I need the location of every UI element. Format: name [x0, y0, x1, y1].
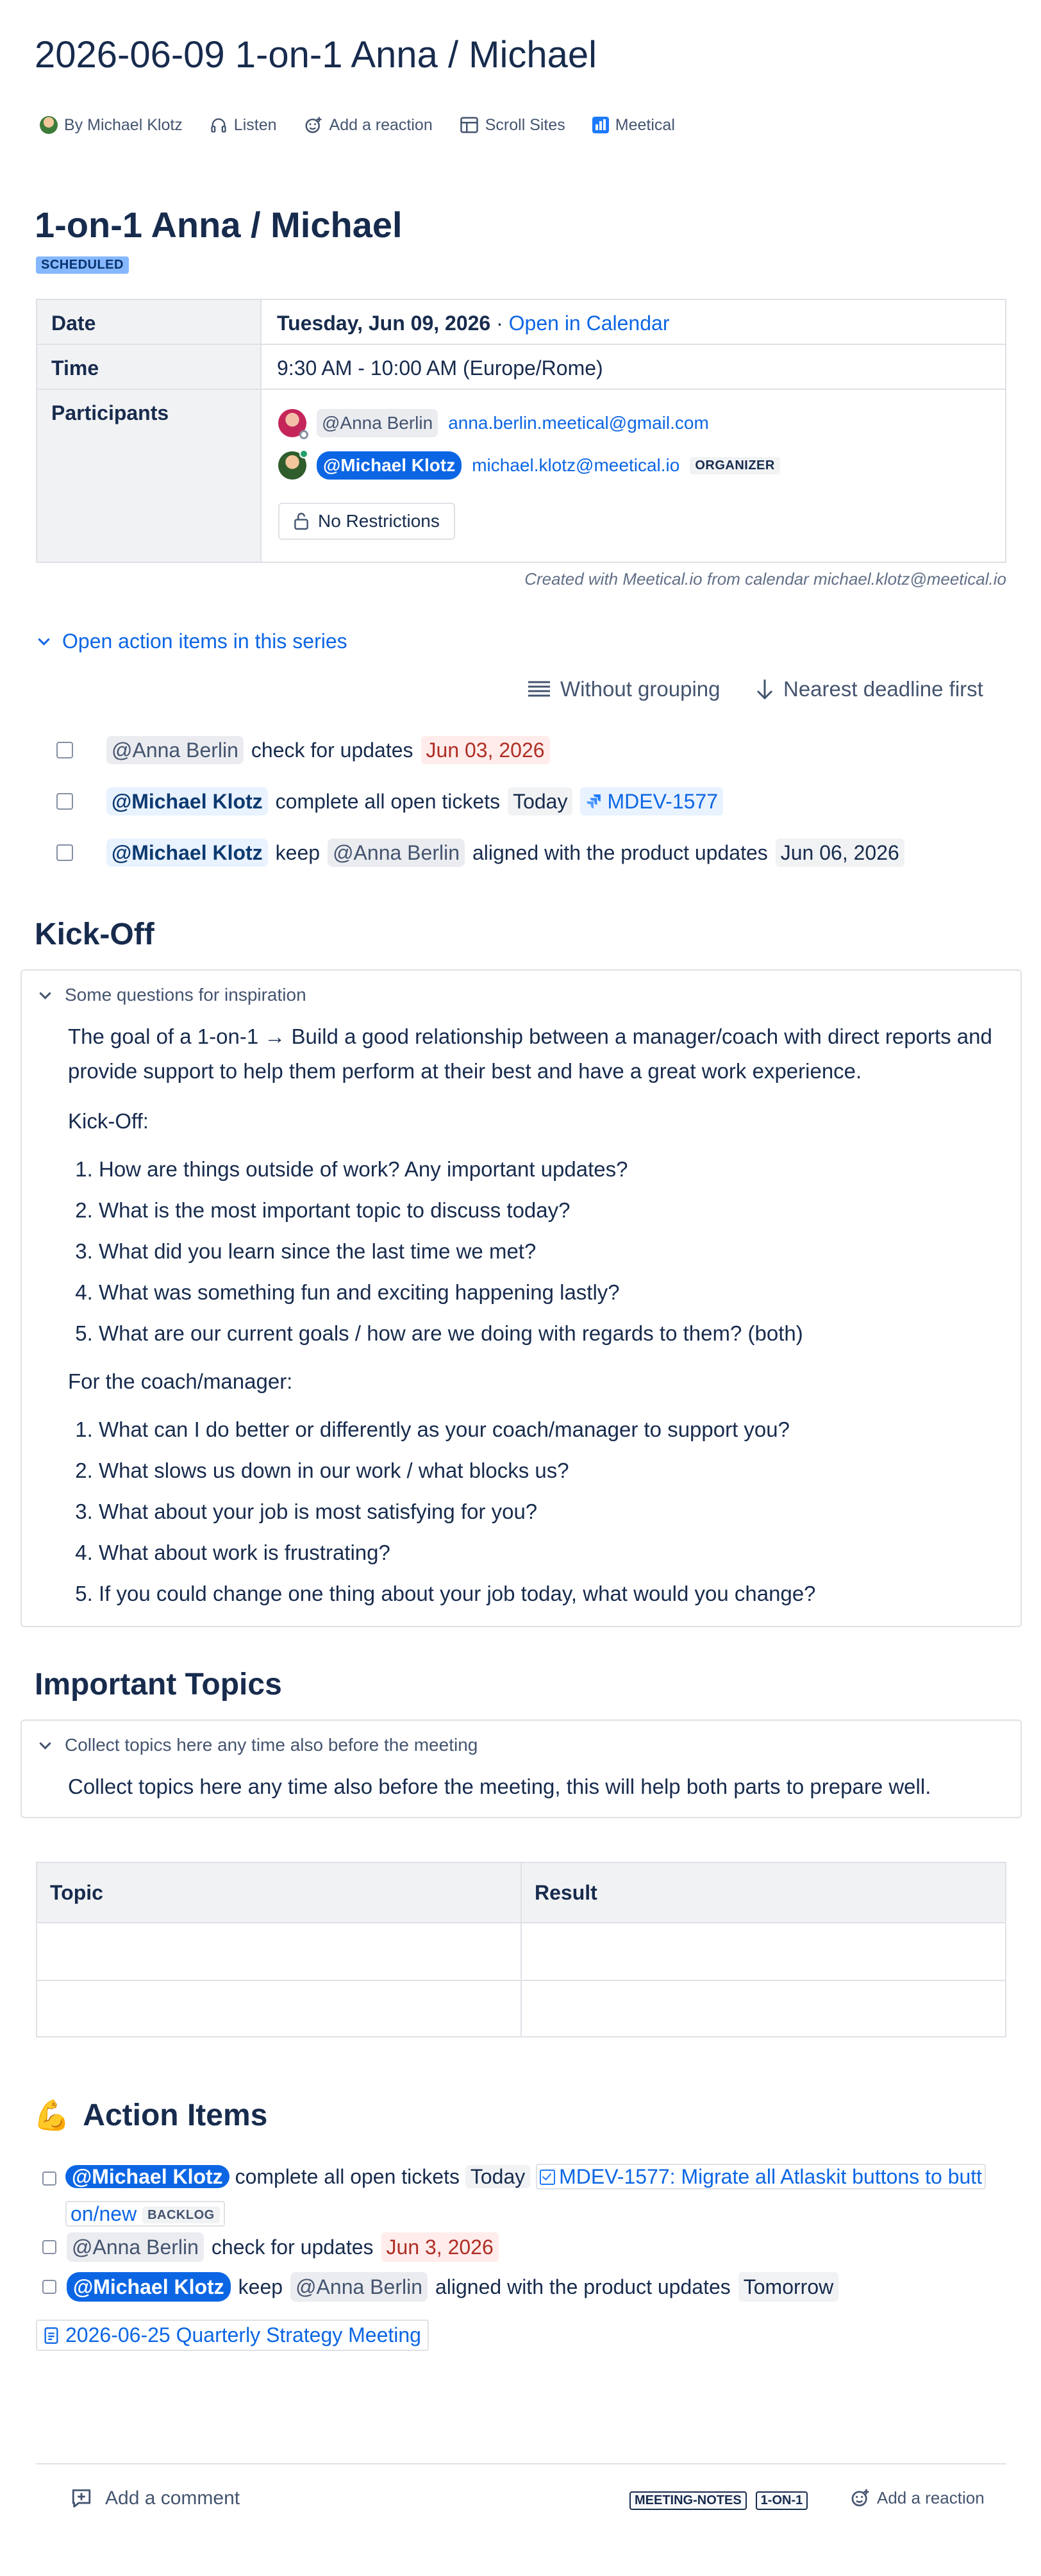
created-note: Created with Meetical.io from calendar michael.klotz@meetical.io — [524, 569, 1006, 589]
action-item — [42, 2158, 1017, 2234]
task-text: complete all open tickets — [275, 790, 501, 813]
participant-row — [278, 409, 709, 437]
avatar — [278, 409, 306, 437]
add-reaction-icon[interactable] — [304, 115, 323, 135]
footer-add-reaction-button[interactable] — [850, 2488, 985, 2508]
footer-divider — [36, 2463, 1006, 2464]
task-text: complete all open tickets — [235, 2165, 460, 2188]
task-checkbox[interactable] — [42, 2280, 56, 2294]
unlock-icon — [294, 512, 309, 531]
sort-label: Nearest deadline first — [783, 677, 983, 701]
author-name[interactable]: By Michael Klotz — [64, 115, 183, 134]
topics-table — [36, 1862, 1006, 2037]
add-comment-button[interactable] — [71, 2488, 240, 2509]
restrictions-button[interactable] — [278, 503, 455, 540]
coach-questions — [68, 1409, 997, 1614]
list-item: 1. How are things outside of work? Any important updates? — [99, 1149, 997, 1190]
date-label: Date — [37, 299, 261, 344]
grouping-label: Without grouping — [560, 677, 720, 701]
kickoff-heading: Kick-Off — [35, 917, 154, 951]
action-items-heading — [33, 2098, 267, 2133]
participants-label: Participants — [37, 389, 261, 562]
label-tag[interactable]: MEETING-NOTES — [629, 2491, 747, 2510]
task-checkbox[interactable] — [42, 2171, 56, 2186]
checkbox-icon — [540, 2170, 555, 2185]
topics-expand — [21, 1719, 1022, 1818]
label-tag[interactable]: 1-ON-1 — [756, 2491, 808, 2510]
meeting-details-table — [36, 299, 1006, 563]
expand-title: Some questions for inspiration — [65, 985, 306, 1005]
expand-content: Collect topics here any time also before the meeting, this will help both parts to prepare well. — [68, 1775, 931, 1798]
scroll-sites-button[interactable]: Scroll Sites — [485, 115, 565, 134]
meetical-button[interactable]: Meetical — [615, 115, 675, 134]
list-icon — [527, 680, 551, 699]
list-item: 4. What about work is frustrating? — [99, 1532, 997, 1573]
participant-email[interactable]: anna.berlin.meetical@gmail.com — [448, 413, 709, 433]
due-date[interactable]: Jun 06, 2026 — [776, 839, 904, 867]
jira-ticket-link[interactable] — [580, 787, 723, 815]
add-reaction-icon — [850, 2488, 870, 2508]
table-cell[interactable] — [521, 1923, 1006, 1980]
mention[interactable]: @Anna Berlin — [106, 736, 244, 764]
linked-page-title: 2026-06-25 Quarterly Strategy Meeting — [65, 2323, 421, 2346]
expand-title: Collect topics here any time also before the meeting — [65, 1735, 478, 1755]
mention[interactable]: @Michael Klotz — [106, 787, 268, 815]
list-item: 5. What are our current goals / how are we doing with regards to them? (both) — [99, 1313, 997, 1354]
list-item: 2. What is the most important topic to discuss today? — [99, 1190, 997, 1231]
task-checkbox[interactable] — [56, 742, 73, 758]
series-item — [56, 787, 723, 815]
series-toggle[interactable] — [40, 630, 347, 653]
grouping-dropdown[interactable] — [527, 677, 720, 701]
open-in-calendar-link[interactable]: Open in Calendar — [508, 312, 670, 335]
jira-icon — [585, 793, 602, 810]
author-avatar — [40, 116, 58, 134]
participant-mention[interactable]: @Anna Berlin — [317, 409, 438, 437]
participant-row — [278, 451, 780, 480]
add-reaction-button[interactable]: Add a reaction — [329, 115, 433, 134]
action-items-title: Action Items — [83, 2098, 268, 2132]
table-cell[interactable] — [37, 1980, 521, 2037]
table-cell[interactable] — [37, 1923, 521, 1980]
organizer-lozenge: ORGANIZER — [690, 457, 780, 474]
listen-button[interactable]: Listen — [233, 115, 277, 134]
chevron-down-icon — [39, 987, 51, 999]
linked-page-card[interactable] — [36, 2320, 429, 2351]
meeting-heading: 1-on-1 Anna / Michael — [35, 205, 403, 245]
participants-cell — [261, 389, 1006, 562]
avatar — [278, 451, 306, 480]
task-text: aligned with the product updates — [435, 2275, 731, 2298]
due-date[interactable]: Today — [508, 787, 572, 815]
task-checkbox[interactable] — [56, 793, 73, 810]
action-item — [42, 2232, 499, 2262]
kickoff-questions — [68, 1149, 997, 1354]
task-text: check for updates — [211, 2236, 374, 2259]
mention[interactable]: @Anna Berlin — [67, 2232, 204, 2262]
list-item: 2. What slows us down in our work / what blocks us? — [99, 1450, 997, 1491]
date-value: Tuesday, Jun 09, 2026 — [277, 312, 491, 335]
ticket-key: MDEV-1577 — [607, 790, 718, 813]
ticket-status: BACKLOG — [142, 2207, 220, 2223]
flexed-biceps-icon: 💪 — [33, 2098, 71, 2132]
list-item: 4. What was something fun and exciting happening lastly? — [99, 1272, 997, 1313]
expand-header[interactable] — [41, 1735, 478, 1755]
participant-mention[interactable]: @Michael Klotz — [317, 451, 462, 480]
jira-ticket-card[interactable] — [536, 2164, 986, 2189]
ticket-title: MDEV-1577: Migrate all Atlaskit buttons to butt — [559, 2165, 983, 2188]
mention[interactable]: @Anna Berlin — [290, 2272, 428, 2302]
headphones-icon[interactable] — [210, 116, 228, 134]
result-header: Result — [521, 1862, 1006, 1923]
series-toggle-label: Open action items in this series — [62, 630, 347, 653]
date-separator: · — [490, 312, 509, 335]
chevron-down-icon — [39, 1737, 51, 1749]
scroll-sites-icon[interactable] — [460, 116, 479, 134]
add-comment-label: Add a comment — [105, 2488, 240, 2509]
due-date[interactable]: Jun 3, 2026 — [381, 2232, 499, 2262]
expand-content — [68, 1019, 997, 1614]
page-title: 2026-06-09 1-on-1 Anna / Michael — [35, 34, 597, 76]
due-date[interactable]: Jun 03, 2026 — [421, 736, 550, 764]
restrictions-label: No Restrictions — [318, 511, 440, 531]
due-date[interactable]: Today — [465, 2165, 530, 2188]
chevron-down-icon — [38, 633, 49, 645]
mention[interactable]: @Michael Klotz — [67, 2272, 231, 2302]
mention[interactable]: @Michael Klotz — [106, 839, 268, 867]
topics-heading: Important Topics — [35, 1668, 282, 1702]
action-item — [42, 2272, 838, 2302]
task-text: check for updates — [251, 739, 413, 762]
list-item: 3. What about your job is most satisfying for you? — [99, 1491, 997, 1532]
ticket-title-continued: on/new — [71, 2202, 137, 2225]
list-item: 3. What did you learn since the last time we met? — [99, 1231, 997, 1272]
labels — [629, 2491, 808, 2510]
table-cell[interactable] — [521, 1980, 1006, 2037]
task-checkbox[interactable] — [56, 844, 73, 861]
page-icon — [44, 2327, 59, 2345]
byline — [40, 115, 675, 135]
expand-header[interactable] — [41, 985, 306, 1005]
coach-label: For the coach/manager: — [68, 1369, 293, 1393]
meetical-icon[interactable] — [592, 117, 609, 133]
list-item: 5. If you could change one thing about your job today, what would you change? — [99, 1573, 997, 1614]
task-checkbox[interactable] — [42, 2240, 56, 2254]
intro-paragraph: The goal of a 1-on-1 → Build a good relationship between a manager/coach with direct reports and provide support to help them perform at their best and have a great work experience. — [68, 1025, 992, 1083]
task-text: keep — [238, 2275, 283, 2298]
series-item — [56, 839, 904, 867]
participant-email[interactable]: michael.klotz@meetical.io — [472, 455, 680, 475]
arrow-down-icon — [755, 678, 774, 700]
mention[interactable]: @Anna Berlin — [328, 839, 465, 867]
time-label: Time — [37, 344, 261, 389]
inspiration-expand — [21, 969, 1022, 1627]
due-date[interactable]: Tomorrow — [738, 2272, 838, 2302]
list-item: 1. What can I do better or differently as your coach/manager to support you? — [99, 1409, 997, 1450]
kickoff-label: Kick-Off: — [68, 1109, 149, 1133]
series-item — [56, 736, 550, 764]
time-value: 9:30 AM - 10:00 AM (Europe/Rome) — [261, 344, 1006, 389]
jira-ticket-card-continued[interactable] — [65, 2201, 225, 2227]
sort-dropdown[interactable] — [755, 677, 983, 701]
task-text: aligned with the product updates — [472, 841, 768, 864]
task-text: keep — [275, 841, 321, 864]
date-cell — [261, 299, 1006, 344]
comment-add-icon — [71, 2488, 92, 2509]
footer-add-reaction-label: Add a reaction — [877, 2488, 985, 2507]
mention[interactable]: @Michael Klotz — [65, 2165, 229, 2188]
topic-header: Topic — [37, 1862, 521, 1923]
status-lozenge: SCHEDULED — [36, 256, 129, 274]
